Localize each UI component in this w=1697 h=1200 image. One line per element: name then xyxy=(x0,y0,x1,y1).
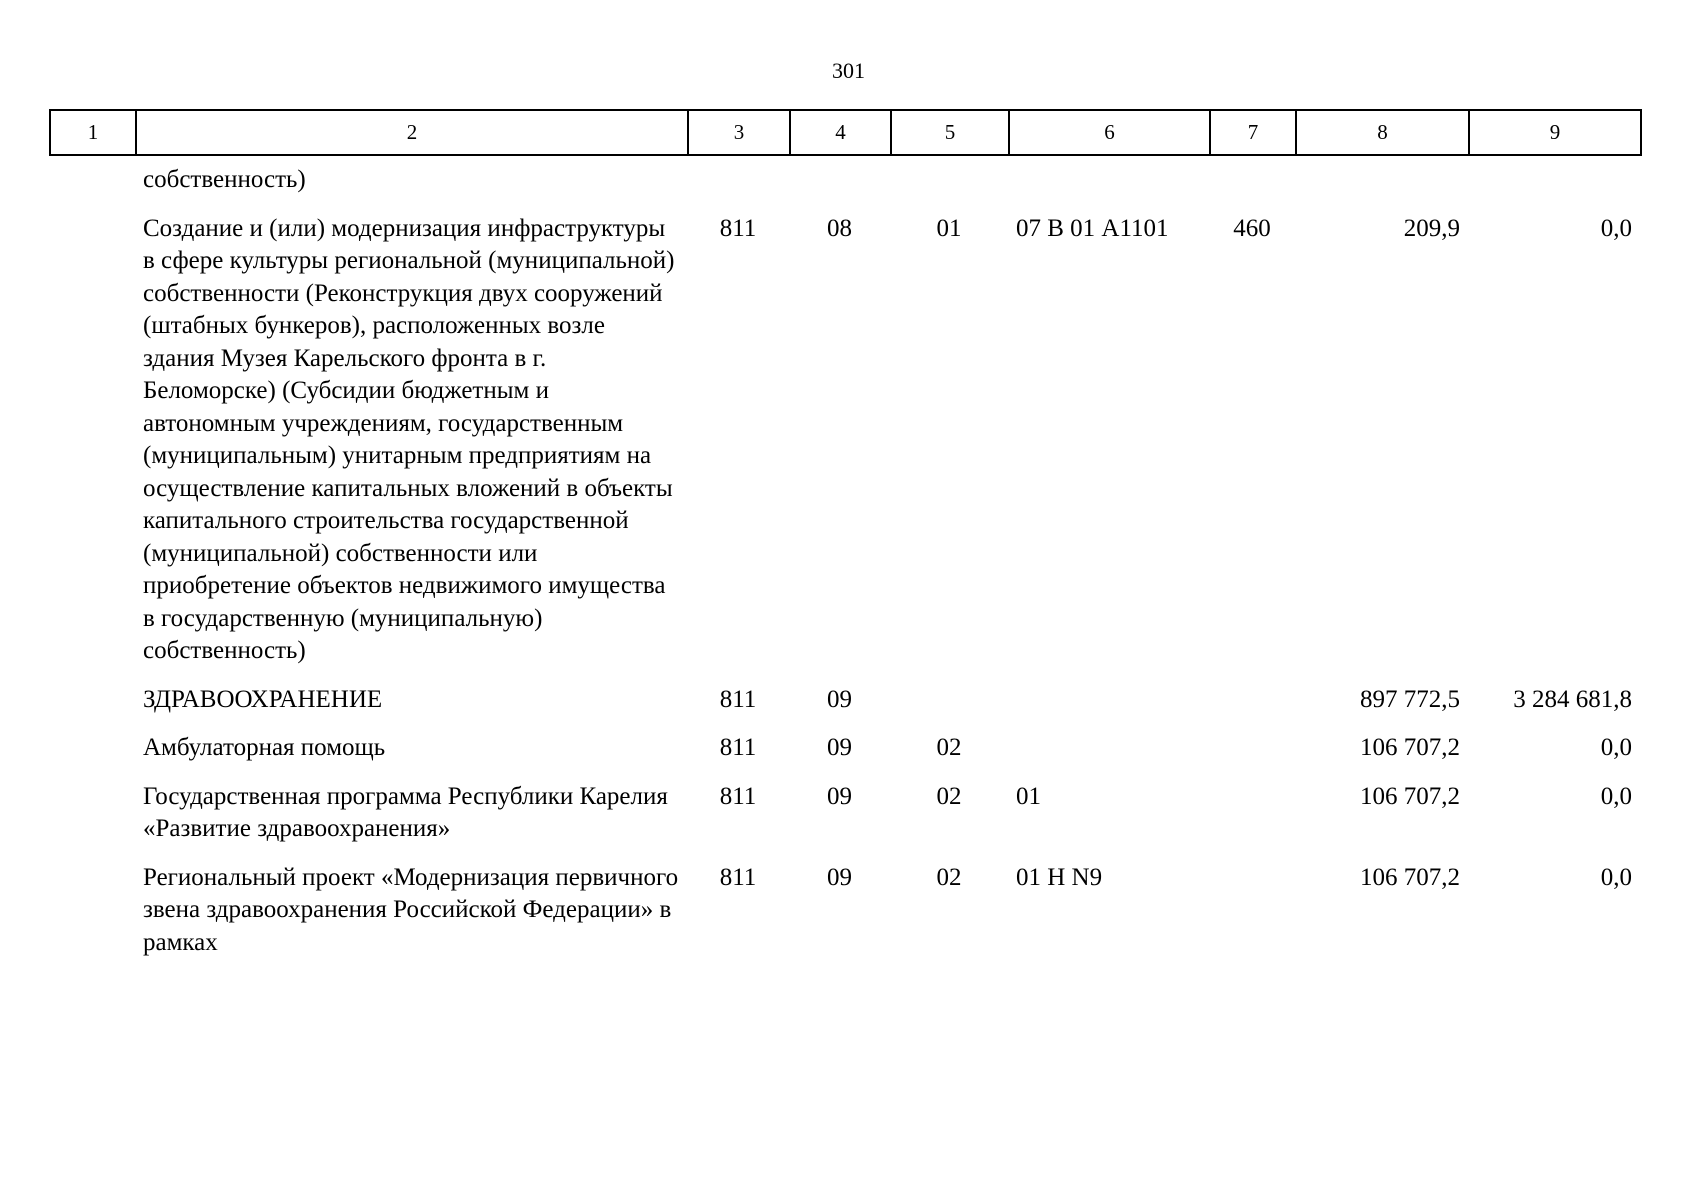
row-col-4: 09 xyxy=(827,782,852,810)
row-col-3: 811 xyxy=(719,863,757,891)
row-col-7 xyxy=(1209,781,1295,862)
header-col-1: 1 xyxy=(50,110,136,155)
row-col-5 xyxy=(890,164,1008,213)
table-row xyxy=(49,732,1640,781)
row-col-6 xyxy=(1008,732,1209,781)
header-col-9: 9 xyxy=(1469,110,1641,155)
row-col-5 xyxy=(890,684,1008,733)
row-col-6: 07 В 01 А1101 xyxy=(1016,214,1169,242)
row-col-7 xyxy=(1209,684,1295,733)
row-col-4: 09 xyxy=(827,863,852,891)
row-col-3: 811 xyxy=(719,685,757,713)
row-name: Амбулаторная помощь xyxy=(143,734,386,761)
row-col-5: 01 xyxy=(936,214,962,242)
row-col-9: 0,0 xyxy=(1600,214,1632,242)
header-col-2: 2 xyxy=(136,110,688,155)
row-name: Государственная программа Республики Карелия «Развитие здравоохранения» xyxy=(143,782,668,842)
row-col-5: 02 xyxy=(936,734,962,761)
row-col-6: 01 xyxy=(1016,782,1041,810)
row-col-7 xyxy=(1209,164,1295,213)
row-col-3: 811 xyxy=(719,214,757,242)
row-col-8: 209,9 xyxy=(1403,214,1460,242)
header-col-3: 3 xyxy=(688,110,790,155)
row-col-6: 01 Н N9 xyxy=(1016,863,1103,891)
row-col-7 xyxy=(1209,862,1295,976)
table-row xyxy=(49,781,1640,862)
row-col-3: 811 xyxy=(719,782,757,810)
row-name: Региональный проект «Модернизация первичного звена здравоохранения Российской Федерации» в рамках xyxy=(143,863,679,956)
row-col-5: 02 xyxy=(936,863,962,891)
row-col-7: 460 xyxy=(1233,214,1271,242)
table-row xyxy=(49,862,1640,976)
row-col-4 xyxy=(789,164,890,213)
table-row xyxy=(49,213,1640,684)
page-number: 301 xyxy=(832,58,865,83)
column-header-table xyxy=(49,109,1642,156)
row-col-3 xyxy=(687,164,789,213)
header-col-6: 6 xyxy=(1009,110,1210,155)
header-col-4: 4 xyxy=(790,110,891,155)
header-row xyxy=(50,110,1641,155)
row-col-5: 02 xyxy=(936,782,962,810)
row-col-7 xyxy=(1209,732,1295,781)
row-col-8: 897 772,5 xyxy=(1360,685,1460,713)
row-col-8: 106 707,2 xyxy=(1360,734,1460,761)
row-col-8: 106 707,2 xyxy=(1360,782,1460,810)
row-col-9: 0,0 xyxy=(1600,863,1632,891)
row-col-3: 811 xyxy=(719,734,757,761)
header-col-8: 8 xyxy=(1296,110,1469,155)
row-col-9 xyxy=(1468,164,1640,213)
table-row xyxy=(49,684,1640,733)
row-col-8: 106 707,2 xyxy=(1360,863,1460,891)
budget-table-body xyxy=(49,164,1640,975)
row-col-9: 3 284 681,8 xyxy=(1513,685,1632,713)
row-name: Создание и (или) модернизация инфраструктуры в сфере культуры региональной (муниципальной) собственности (Реконструкция двух сооружений (штабных бункеров), расположенных возле здания Музея Карельского фронта в г. Беломорске) (Субсидии бюджетным и автономным учреждениям, государственным (муниципальным) унитарным предприятиям на осуществление капитальных вложений в объекты капитального строительства государственной (муниципальной) собственности или приобретение объектов недвижимого имущества в государственную (муниципальную) собственность) xyxy=(143,214,675,664)
row-col-4: 09 xyxy=(827,685,852,713)
header-col-5: 5 xyxy=(891,110,1009,155)
row-col-4: 08 xyxy=(827,214,852,242)
row-col-9: 0,0 xyxy=(1600,734,1632,761)
table-row xyxy=(49,164,1640,213)
row-name: собственность) xyxy=(143,166,306,193)
row-col-4: 09 xyxy=(827,734,852,761)
row-col-6 xyxy=(1008,164,1209,213)
row-col-8 xyxy=(1295,164,1468,213)
header-col-7: 7 xyxy=(1210,110,1296,155)
row-col-9: 0,0 xyxy=(1600,782,1632,810)
row-name: ЗДРАВООХРАНЕНИЕ xyxy=(143,685,383,713)
row-col-6 xyxy=(1008,684,1209,733)
